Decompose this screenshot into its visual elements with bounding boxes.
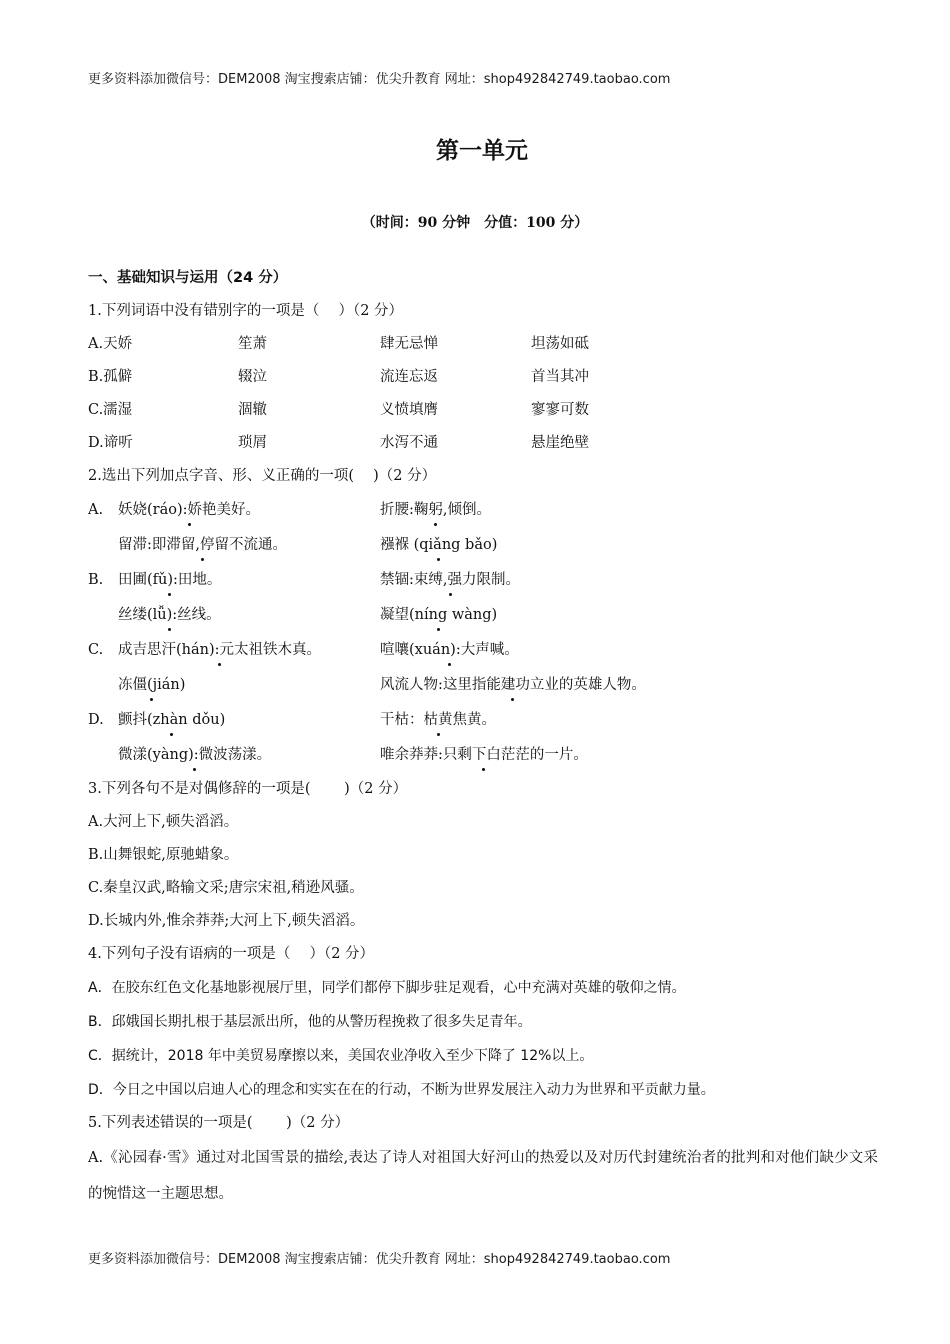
question-2-option-b-line1 — [88, 563, 878, 598]
question-1-option-d — [88, 427, 878, 460]
option-cell: 水泻不通 — [380, 435, 438, 451]
gloss: :只剩下白茫茫的一片。 — [438, 747, 588, 763]
option-cell: 辍泣 — [238, 369, 267, 385]
dotted-word: 成吉思汗 — [118, 633, 176, 668]
question-2-option-a-line1 — [88, 493, 878, 528]
question-4-option-a: A．在胶东红色文化基地影视展厅里，同学们都停下脚步驻足观看，心中充满对英雄的敬仰之情。 — [88, 980, 686, 996]
page-title: 第一单元 — [436, 138, 528, 164]
dotted-word: 折腰 — [380, 493, 409, 528]
exam-info: （时间：90 分钟 分值：100 分） — [361, 215, 589, 231]
dotted-word: 冻僵 — [118, 668, 147, 703]
question-3-option-c: C.秦皇汉武,略输文采;唐宗宋祖,稍逊风骚。 — [88, 880, 364, 896]
gloss: (fǔ):田地。 — [147, 572, 222, 588]
option-cell: 悬崖绝壁 — [531, 435, 589, 451]
option-cell: 肆无忌惮 — [380, 336, 438, 352]
page-footer: 更多资料添加微信号：DEM2008 淘宝搜索店铺：优尖升教育 网址：shop492842749.taobao.com — [88, 1252, 671, 1267]
option-text — [380, 493, 491, 528]
dotted-word: 田圃 — [118, 563, 147, 598]
question-1-option-c — [88, 394, 878, 427]
gloss: (yàng):微波荡漾。 — [147, 747, 272, 763]
question-1-option-a — [88, 328, 878, 361]
dotted-word: 妖娆 — [118, 493, 147, 528]
gloss: :这里指能建功立业的英雄人物。 — [438, 677, 646, 693]
option-text — [380, 563, 520, 598]
option-text — [380, 528, 497, 563]
option-text — [118, 668, 185, 703]
question-4-option-b: B．邱娥国长期扎根于基层派出所，他的从警历程挽救了很多失足青年。 — [88, 1014, 532, 1030]
question-2-option-d-line2 — [88, 738, 878, 773]
dotted-word: 微漾 — [118, 738, 147, 773]
question-4-option-d: D．今日之中国以启迪人心的理念和实实在在的行动，不断为世界发展注入动力为世界和平贡献力量。 — [88, 1082, 715, 1098]
option-cell: 首当其冲 — [531, 369, 589, 385]
question-4-option-c: C．据统计，2018 年中美贸易摩擦以来，美国农业净收入至少下降了 12%以上。 — [88, 1048, 594, 1064]
question-2-option-c-line1 — [88, 633, 878, 668]
option-cell: 坦荡如砥 — [531, 336, 589, 352]
option-cell: C.濡湿 — [88, 402, 133, 418]
dotted-word: 喧嚷 — [380, 633, 409, 668]
option-cell: B.孤僻 — [88, 369, 133, 385]
option-cell: 流连忘返 — [380, 369, 438, 385]
gloss: (jián) — [147, 677, 186, 693]
option-cell: 义愤填膺 — [380, 402, 438, 418]
dotted-word: 风流人物 — [380, 668, 438, 703]
question-3-option-d: D.长城内外,惟余莽莽;大河上下,顿失滔滔。 — [88, 913, 365, 929]
option-text — [380, 598, 497, 633]
question-4-stem: 4.下列句子没有语病的一项是（ ）（2 分） — [88, 946, 375, 962]
gloss: :鞠躬,倾倒。 — [409, 502, 491, 518]
option-label: C. — [88, 642, 104, 658]
question-5-option-a: A.《沁园春·雪》通过对北国雪景的描绘,表达了诗人对祖国大好河山的热爱以及对历代封建统治者的批判和对他们缺少文采的惋惜这一主题思想。 — [88, 1150, 878, 1202]
option-text — [118, 528, 287, 563]
question-3-option-b: B.山舞银蛇,原驰蜡象。 — [88, 847, 239, 863]
option-text — [118, 738, 271, 773]
option-cell: 笙萧 — [238, 336, 267, 352]
option-text — [380, 633, 519, 668]
question-2-stem: 2.选出下列加点字音、形、义正确的一项( )（2 分） — [88, 468, 437, 484]
question-2-option-d-line1 — [88, 703, 878, 738]
option-cell: 涸辙 — [238, 402, 267, 418]
option-cell: 琐屑 — [238, 435, 267, 451]
document-body — [88, 262, 878, 1212]
option-cell: A.天娇 — [88, 336, 133, 352]
question-5-stem: 5.下列表述错误的一项是( )（2 分） — [88, 1115, 350, 1131]
question-2-option-b-line2 — [88, 598, 878, 633]
option-text — [118, 703, 225, 738]
gloss: (lǚ):丝线。 — [147, 607, 221, 623]
dotted-word: 留滞 — [118, 528, 147, 563]
question-1-stem: 1.下列词语中没有错别字的一项是（ ）（2 分） — [88, 303, 404, 319]
option-text — [118, 598, 221, 633]
section-heading: 一、基础知识与运用（24 分） — [88, 270, 288, 286]
option-label: B. — [88, 572, 104, 588]
dotted-word: 颤抖 — [118, 703, 147, 738]
gloss: (xuán):大声喊。 — [409, 642, 519, 658]
option-text — [380, 668, 646, 703]
question-3-stem: 3.下列各句不是对偶修辞的一项是( )（2 分） — [88, 781, 408, 797]
dotted-word: 唯余莽莽 — [380, 738, 438, 773]
dotted-word: 凝望 — [380, 598, 409, 633]
gloss: (níng wàng) — [409, 607, 498, 623]
page-header: 更多资料添加微信号：DEM2008 淘宝搜索店铺：优尖升教育 网址：shop492842749.taobao.com — [88, 72, 671, 87]
option-label: D. — [88, 712, 104, 728]
gloss: ：枯黄焦黄。 — [409, 712, 496, 728]
gloss: :即滞留,停留不流通。 — [147, 537, 287, 553]
dotted-word: 禁锢 — [380, 563, 409, 598]
option-label: A. — [88, 502, 104, 518]
option-text — [118, 633, 321, 668]
option-cell: D.谛听 — [88, 435, 133, 451]
option-cell: 寥寥可数 — [531, 402, 589, 418]
dotted-word: 丝缕 — [118, 598, 147, 633]
question-2-option-c-line2 — [88, 668, 878, 703]
dotted-word: 襁褓 — [380, 528, 409, 563]
gloss: (ráo):娇艳美好。 — [147, 502, 261, 518]
option-text — [380, 703, 496, 738]
gloss: (hán):元太祖铁木真。 — [176, 642, 322, 658]
gloss: (zhàn dǒu) — [147, 712, 226, 728]
option-text — [118, 493, 260, 528]
question-1-option-b — [88, 361, 878, 394]
question-3-option-a: A.大河上下,顿失滔滔。 — [88, 814, 239, 830]
question-2-option-a-line2 — [88, 528, 878, 563]
dotted-word: 干枯 — [380, 703, 409, 738]
option-text — [118, 563, 221, 598]
option-text — [380, 738, 588, 773]
gloss: :束缚,强力限制。 — [409, 572, 520, 588]
gloss: (qiǎng bǎo) — [409, 537, 498, 553]
